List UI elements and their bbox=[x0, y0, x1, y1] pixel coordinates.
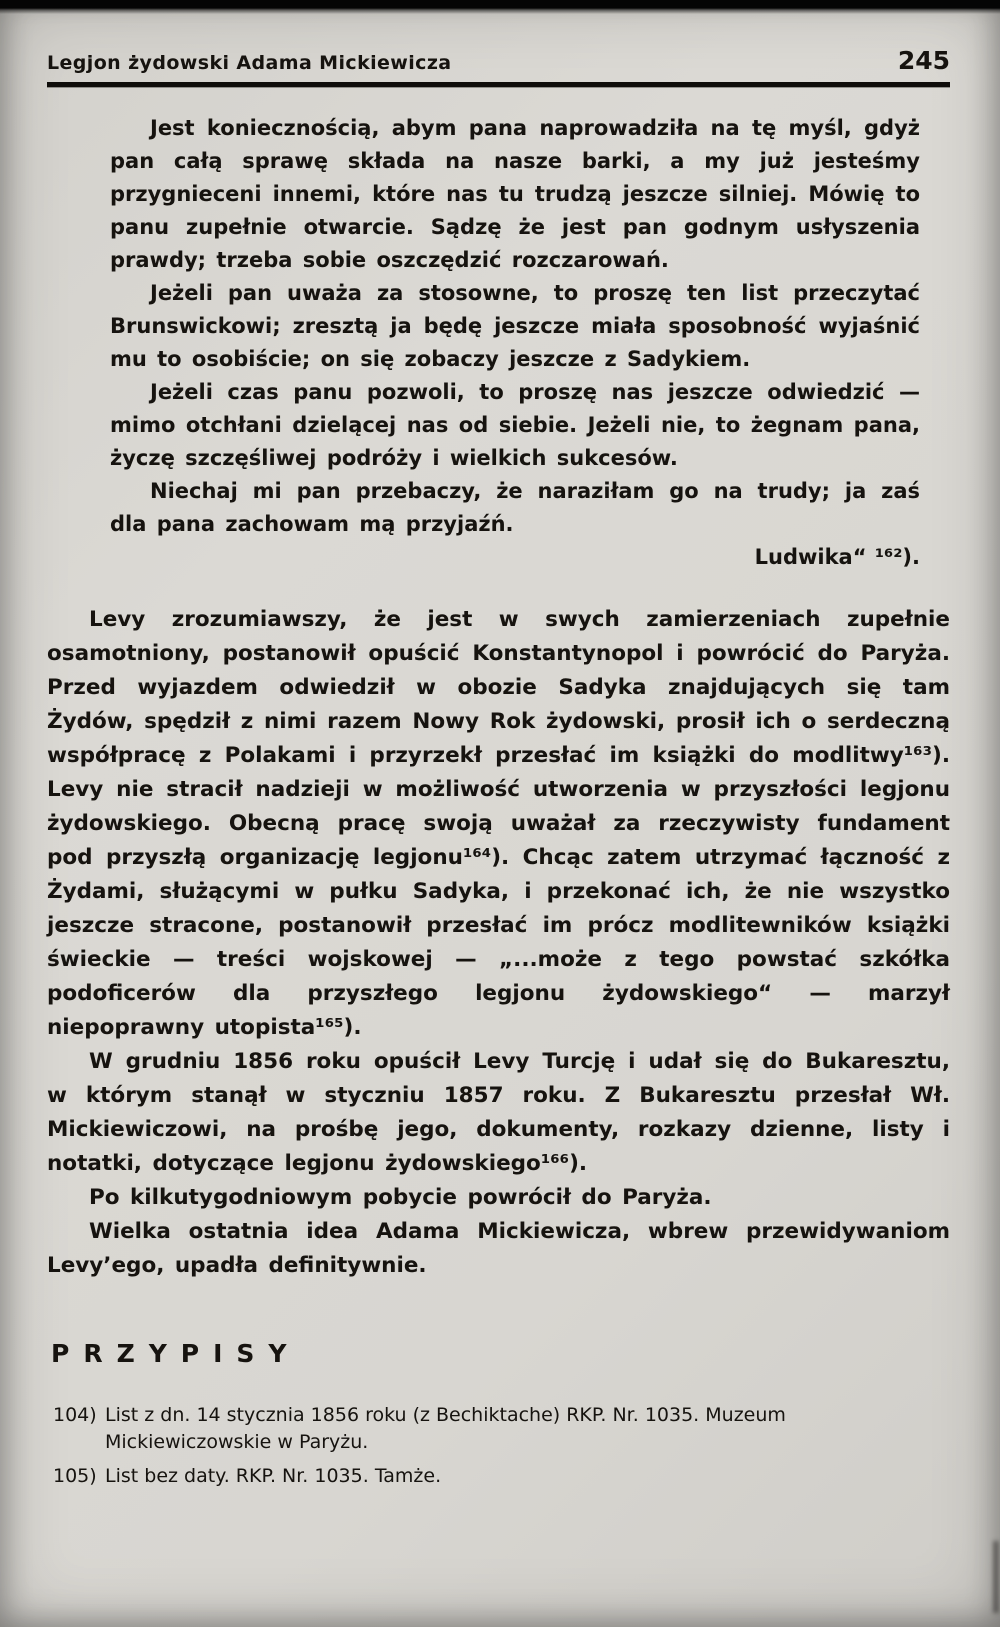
letter-paragraph: Jest koniecznością, abym pana naprowadziła na tę myśl, gdyż pan całą sprawę składa na nasze barki, a my już jesteśmy przygnieceni innemi, które nas tu trudzą jeszcze silniej. Mówię to panu zupełnie otwarcie. Sądzę że jest pan godnym usłyszenia prawdy; trzeba sobie oszczędzić rozczarowań. bbox=[110, 116, 920, 272]
running-title: Legjon żydowski Adama Mickiewicza bbox=[47, 52, 452, 74]
scan-top-edge bbox=[0, 0, 1000, 14]
body-paragraph: Levy zrozumiawszy, że jest w swych zamierzeniach zupełnie osamotniony, postanowił opuścić Konstantynopol i powrócić do Paryża. Przed wyjazdem odwiedził w obozie Sadyka znajdujących się tam Żydów, spędził z nimi razem Nowy Rok żydowski, prosił ich o serdeczną współpracę z Polakami i przyrzekł przesłać im książki do modlitwy¹⁶³). Levy nie stracił nadzieji w możliwość utworzenia w przyszłości legjonu żydowskiego. Obecną pracę swoją uważał za rzeczywisty fundament pod przyszłą organizację legjonu¹⁶⁴). Chcąc zatem utrzymać łączność z Żydami, służącymi w pułku Sadyka, i przekonać ich, że nie wszystko jeszcze stracone, postanowił przesłać im prócz modlitewników książki świeckie — treści wojskowej — „...może z tego powstać szkółka podoficerów dla przyszłego legjonu żydowskiego“ — marzył niepoprawny utopista¹⁶⁵). bbox=[47, 607, 950, 1040]
body-paragraph: W grudniu 1856 roku opuścił Levy Turcję i udał się do Bukaresztu, w którym stanął w styczniu 1857 roku. Z Bukaresztu przesłał Wł. Mickiewiczowi, na prośbę jego, dokumenty, rozkazy dzienne, listy i notatki, dotyczące legjonu żydowskiego¹⁶⁶). bbox=[47, 1049, 950, 1176]
page-number: 245 bbox=[897, 46, 950, 75]
body-paragraph: Wielka ostatnia idea Adama Mickiewicza, wbrew przewidywaniom Levy’ego, upadła definitywnie. bbox=[47, 1219, 950, 1278]
main-text bbox=[47, 603, 950, 1283]
footnote bbox=[53, 1463, 950, 1490]
running-head bbox=[47, 46, 950, 75]
letter-paragraph: Jeżeli czas panu pozwoli, to proszę nas jeszcze odwiedzić — mimo otchłani dzielącej nas od siebie. Jeżeli nie, to żegnam pana, życzę szczęśliwej podróży i wielkich sukcesów. bbox=[110, 380, 920, 470]
footnote-text: List bez daty. RKP. Nr. 1035. Tamże. bbox=[105, 1465, 442, 1487]
scan-edge-mark bbox=[993, 1541, 999, 1613]
footnote-number: 104) bbox=[53, 1404, 97, 1426]
header-rule bbox=[47, 82, 950, 87]
body-paragraph: Po kilkutygodniowym pobycie powrócił do Paryża. bbox=[89, 1185, 712, 1210]
footnote-number: 105) bbox=[53, 1465, 97, 1487]
footnotes-heading: PRZYPISY bbox=[51, 1339, 301, 1368]
letter-signature: Ludwika“ ¹⁶²). bbox=[754, 545, 920, 569]
letter-paragraph: Niechaj mi pan przebaczy, że naraziłam go na trudy; ja zaś dla pana zachowam mą przyjaźń. bbox=[110, 479, 920, 536]
quoted-letter-block bbox=[110, 112, 920, 574]
footnote-text: List z dn. 14 stycznia 1856 roku (z Bechiktache) RKP. Nr. 1035. Muzeum Mickiewiczowskie w Paryżu. bbox=[105, 1404, 786, 1453]
letter-paragraph: Jeżeli pan uważa za stosowne, to proszę ten list przeczytać Brunswickowi; zresztą ja będę jeszcze miała sposobność wyjaśnić mu to osobiście; on się zobaczy jeszcze z Sadykiem. bbox=[110, 281, 920, 371]
footnotes-list bbox=[53, 1402, 950, 1490]
footnote bbox=[53, 1402, 950, 1456]
